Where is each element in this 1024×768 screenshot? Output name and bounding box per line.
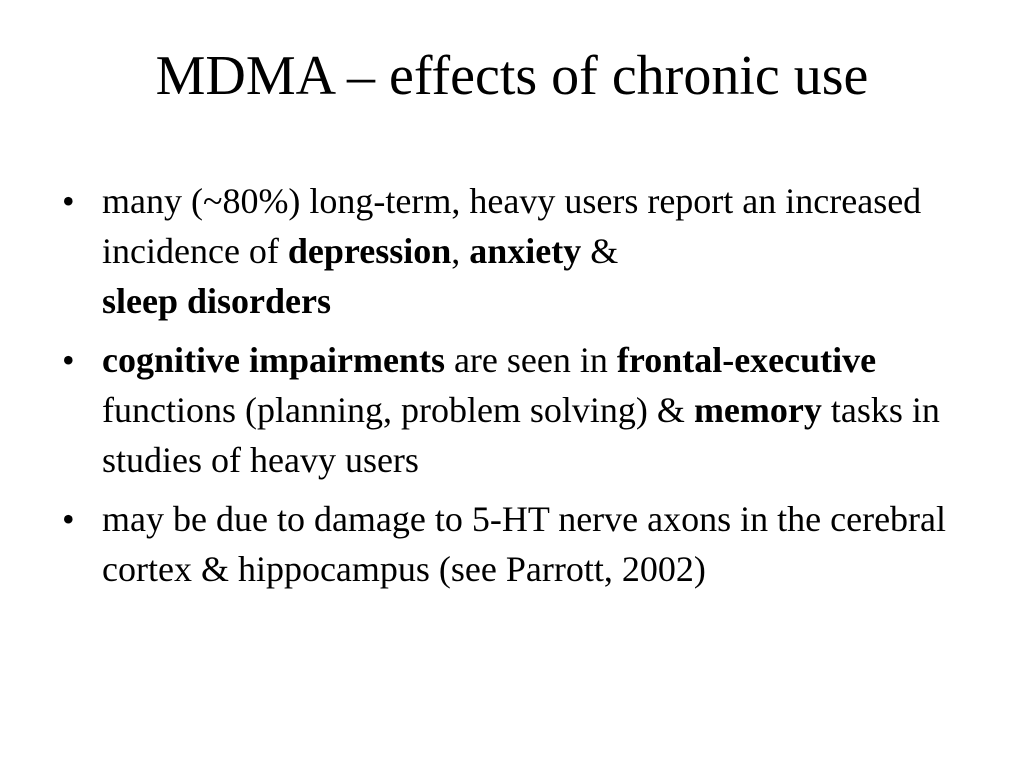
bullet-text <box>102 340 940 480</box>
bullet-item <box>60 335 980 485</box>
slide-title: MDMA – effects of chronic use <box>155 45 869 107</box>
text-segment: functions (planning, problem solving) & <box>102 390 694 430</box>
bullet-text: may be due to damage to 5-HT nerve axons in the cerebral cortex & hippocampus (see Parrott, 2002) <box>102 499 947 589</box>
bullet-icon: • <box>62 340 75 380</box>
bullet-icon: • <box>62 181 75 221</box>
bullet-item <box>60 494 980 594</box>
emphasis-frontal-executive: frontal-executive <box>616 340 877 380</box>
text-segment: are seen in <box>444 340 617 380</box>
emphasis-cognitive-impairments: cognitive impairments <box>102 340 445 380</box>
emphasis-anxiety: anxiety <box>469 231 582 271</box>
bullet-text <box>102 181 921 321</box>
text-segment: & <box>581 231 619 271</box>
text-segment: , <box>451 231 470 271</box>
bullet-icon: • <box>62 499 75 539</box>
text-segment: tasks in studies of heavy users <box>102 390 940 480</box>
bullet-item <box>60 176 980 326</box>
emphasis-memory: memory <box>693 390 822 430</box>
text-segment: many (~80%) long-term, heavy users report an increased incidence of <box>102 181 922 271</box>
bullet-list <box>60 176 980 603</box>
emphasis-sleep-disorders: sleep disorders <box>102 281 331 321</box>
emphasis-depression: depression <box>287 231 452 271</box>
